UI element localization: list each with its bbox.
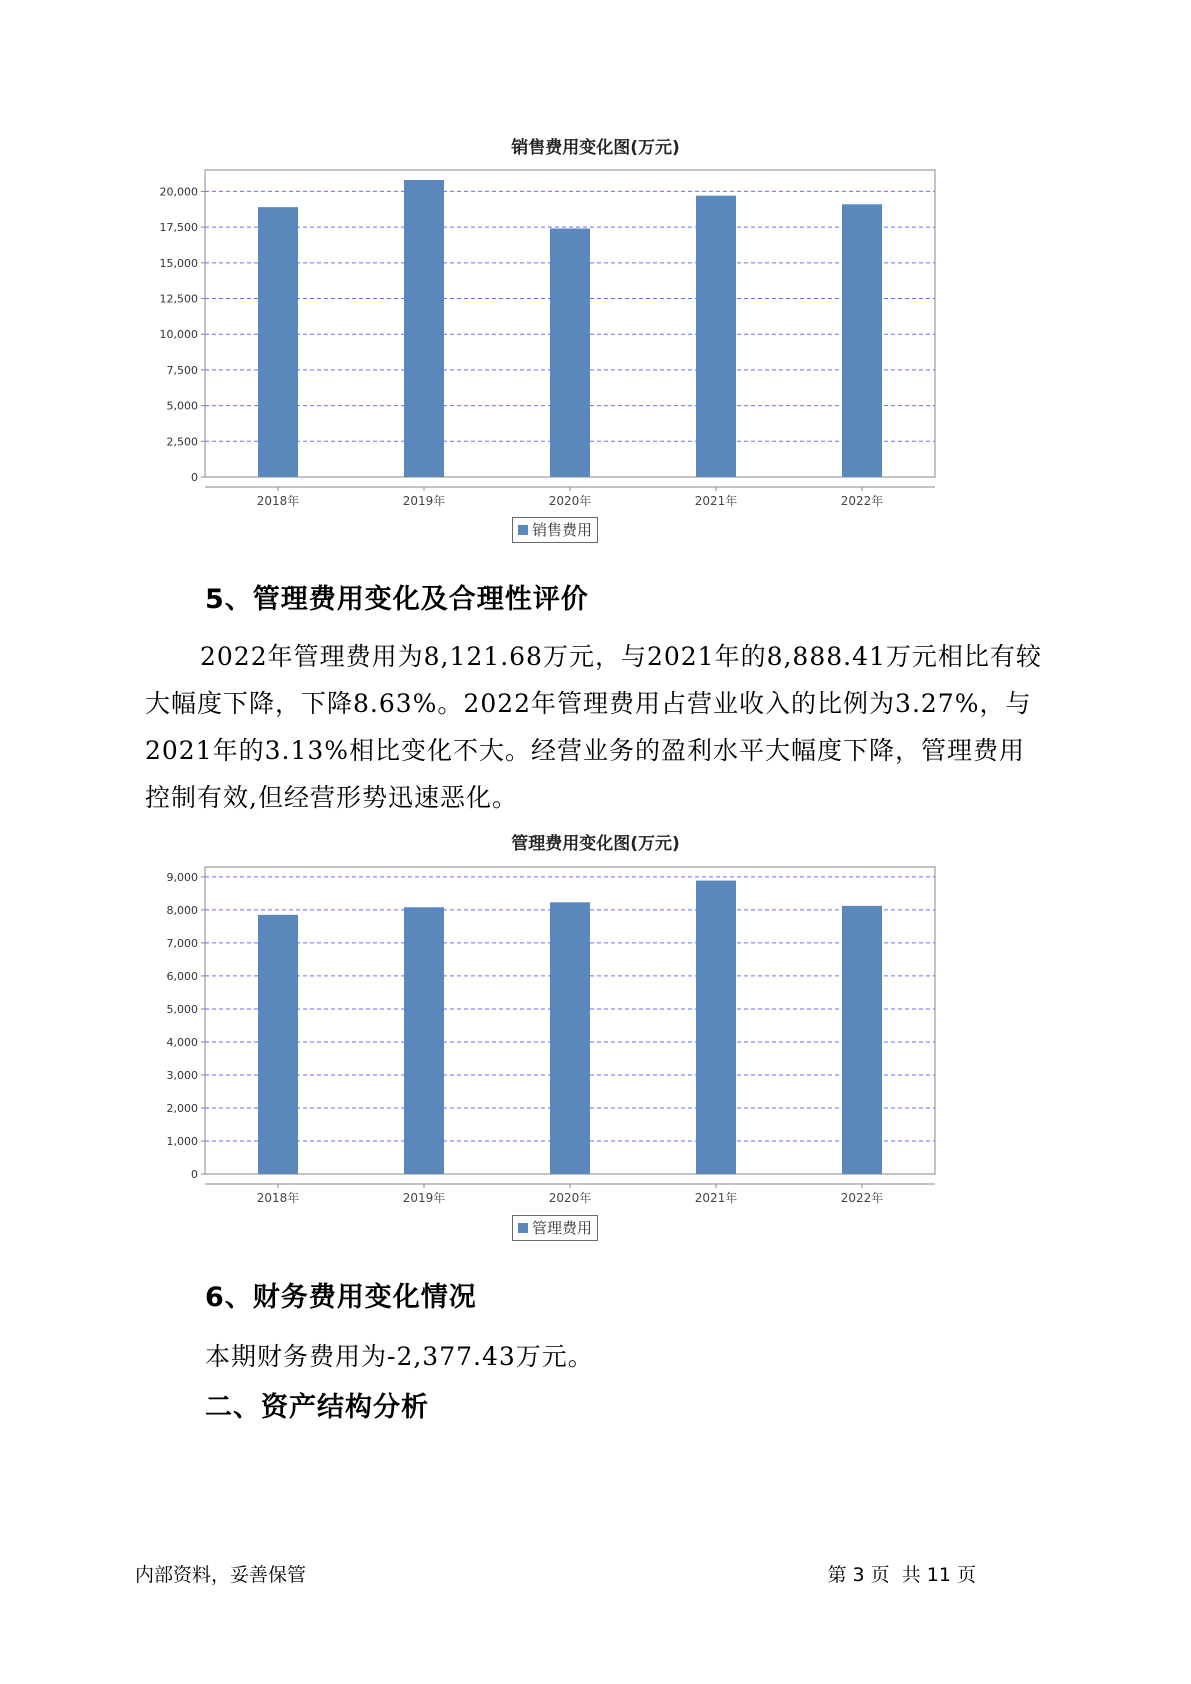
- x-tick-label: 2019年: [402, 494, 446, 508]
- bar: [550, 229, 590, 477]
- chart2-legend-label: 管理费用: [532, 1219, 593, 1237]
- y-tick-label: 12,500: [159, 292, 198, 306]
- page-number: 第 3 页 共 11 页: [827, 1564, 976, 1586]
- chart2-legend: [512, 1215, 598, 1241]
- y-tick-label: 10,000: [159, 328, 198, 342]
- y-tick-label: 8,000: [166, 903, 198, 917]
- section2-heading: 二、资产结构分析: [205, 1392, 429, 1423]
- x-tick-label: 2019年: [402, 1191, 446, 1205]
- bar: [696, 196, 736, 477]
- y-tick-label: 5,000: [166, 399, 198, 413]
- bar: [404, 907, 444, 1174]
- x-tick-label: 2020年: [548, 1191, 592, 1205]
- x-tick-label: 2018年: [256, 1191, 300, 1205]
- bar: [258, 207, 298, 477]
- chart1-title: 销售费用变化图(万元): [511, 138, 680, 158]
- bar: [258, 915, 298, 1174]
- y-tick-label: 6,000: [166, 969, 198, 983]
- y-tick-label: 2,500: [166, 435, 198, 449]
- y-tick-label: 1,000: [166, 1134, 198, 1148]
- chart1-legend: [512, 517, 598, 543]
- x-tick-label: 2022年: [840, 494, 884, 508]
- y-tick-label: 20,000: [159, 185, 198, 199]
- section5-paragraph: 2022年管理费用为8,121.68万元，与2021年的8,888.41万元相比有较大幅度下降，下降8.63%。2022年管理费用占营业收入的比例为3.27%，与2021年的3.13%相比变化不大。经营业务的盈利水平大幅度下降，管理费用控制有效,但经营形势迅速恶化。: [145, 642, 1042, 812]
- y-tick-label: 4,000: [166, 1035, 198, 1049]
- y-tick-label: 15,000: [159, 256, 198, 270]
- admin-expense-chart: [150, 857, 1040, 1207]
- x-tick-label: 2021年: [694, 1191, 738, 1205]
- footer-note: 内部资料，妥善保管: [135, 1564, 307, 1586]
- chart1-legend-label: 销售费用: [532, 521, 593, 539]
- y-tick-label: 2,000: [166, 1101, 198, 1115]
- legend-swatch-icon: [518, 1223, 528, 1233]
- y-tick-label: 9,000: [166, 870, 198, 884]
- section6-heading: 6、财务费用变化情况: [205, 1282, 477, 1313]
- y-tick-label: 7,000: [166, 936, 198, 950]
- x-tick-label: 2021年: [694, 494, 738, 508]
- bar: [842, 204, 882, 477]
- y-tick-label: 0: [191, 471, 198, 484]
- section5-heading: 5、管理费用变化及合理性评价: [205, 584, 589, 615]
- section6-text: 本期财务费用为-2,377.43万元。: [205, 1342, 594, 1371]
- y-tick-label: 3,000: [166, 1068, 198, 1082]
- x-tick-label: 2018年: [256, 494, 300, 508]
- y-tick-label: 17,500: [159, 221, 198, 235]
- bar: [550, 902, 590, 1174]
- y-tick-label: 0: [191, 1168, 198, 1181]
- chart2-title: 管理费用变化图(万元): [511, 834, 680, 854]
- sales-expense-chart: [150, 160, 1040, 510]
- y-tick-label: 5,000: [166, 1002, 198, 1016]
- bar: [842, 906, 882, 1174]
- legend-swatch-icon: [518, 525, 528, 535]
- bar: [696, 881, 736, 1174]
- bar: [404, 180, 444, 477]
- y-tick-label: 7,500: [166, 363, 198, 377]
- x-tick-label: 2022年: [840, 1191, 884, 1205]
- x-tick-label: 2020年: [548, 494, 592, 508]
